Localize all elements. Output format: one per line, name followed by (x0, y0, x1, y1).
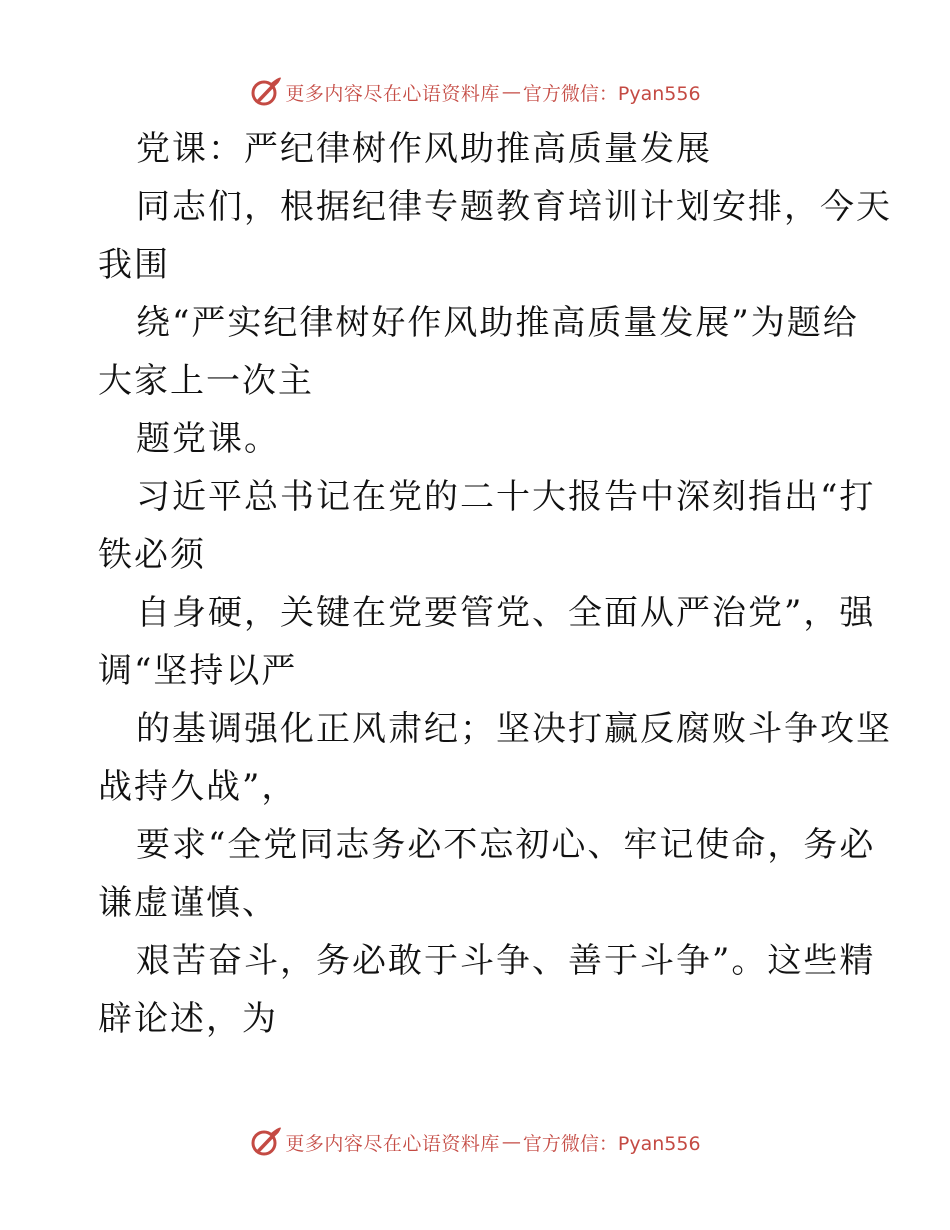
watermark-text: 更多内容尽在心语资料库 (285, 82, 500, 105)
text-line: 艰苦奋斗，务必敢于斗争、善于斗争”。这些精 (136, 941, 876, 981)
footer-watermark (0, 1122, 950, 1162)
text-line: 我围 (98, 245, 170, 285)
watermark-text: 更多内容尽在心语资料库 (285, 1132, 500, 1155)
text-line: 辟论述，为 (98, 999, 278, 1039)
text-line: 铁必须 (98, 535, 206, 575)
text-line: 调“坚持以严 (98, 651, 298, 691)
document-body (98, 120, 892, 1048)
quill-pen-icon (249, 74, 283, 108)
text-line: 的基调强化正风肃纪；坚决打赢反腐败斗争攻坚 (136, 709, 892, 749)
text-line: 谦虚谨慎、 (98, 883, 278, 923)
text-line: 要求“全党同志务必不忘初心、牢记使命，务必 (136, 825, 876, 865)
watermark-dash: — (501, 81, 521, 103)
quill-pen-icon (249, 1124, 283, 1158)
watermark-dash: — (501, 1131, 521, 1153)
watermark-wechat: 官方微信：Pyan556 (522, 1132, 701, 1155)
text-line: 同志们，根据纪律专题教育培训计划安排，今天 (136, 187, 892, 227)
text-line: 题党课。 (136, 419, 280, 459)
text-line: 习近平总书记在党的二十大报告中深刻指出“打 (136, 477, 876, 517)
text-line: 大家上一次主 (98, 361, 314, 401)
document-title: 党课：严纪律树作风助推高质量发展 (136, 129, 712, 169)
text-line: 战持久战”， (98, 767, 298, 807)
watermark-wechat: 官方微信：Pyan556 (522, 82, 701, 105)
header-watermark (0, 72, 950, 112)
text-line: 自身硬，关键在党要管党、全面从严治党”，强 (136, 593, 876, 633)
text-line: 绕“严实纪律树好作风助推高质量发展”为题给 (136, 303, 859, 343)
